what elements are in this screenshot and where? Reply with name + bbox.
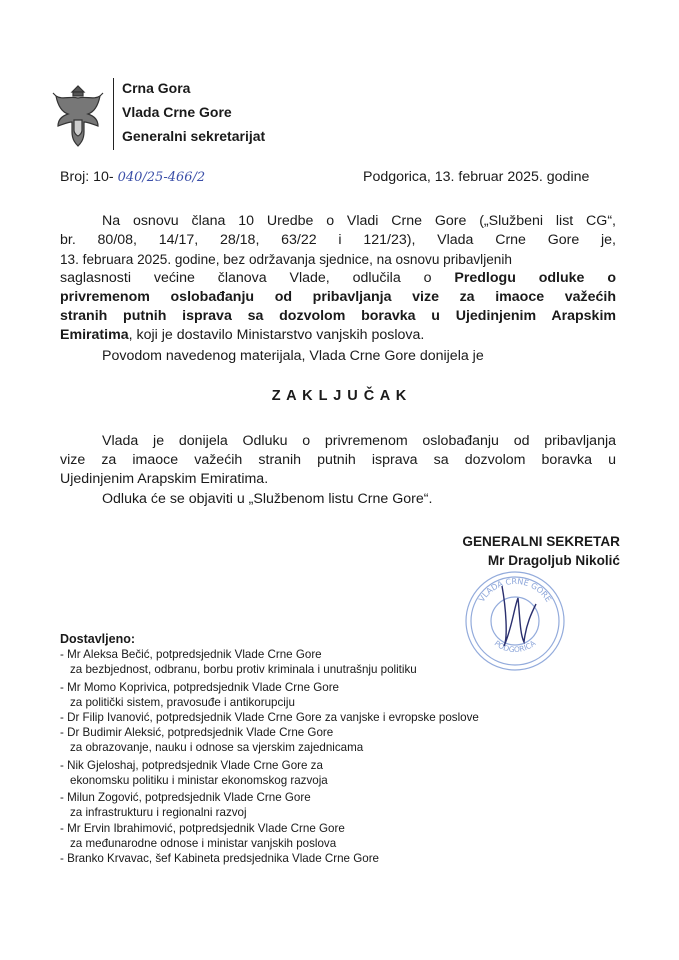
- svg-text:VLADA CRNE GORE: [477, 577, 553, 604]
- conclusion-heading: Z A K L J U Č A K: [271, 388, 408, 404]
- official-stamp-icon: [462, 568, 568, 674]
- paragraph-4: Odluka će se objaviti u „Službenom listu Crne Gore“.: [102, 491, 433, 507]
- place-date: Podgorica, 13. februar 2025. godine: [363, 169, 590, 185]
- paragraph-2: Povodom navedenog materijala, Vlada Crne Gore donijela je: [102, 348, 484, 364]
- paragraph-3-line-2: vize za imaoce važećih stranih putnih isprava sa dozvolom boravka u: [60, 452, 616, 468]
- paragraph-1-tail: , koji je dostavilo Ministarstvo vanjskih poslova.: [128, 327, 425, 343]
- decision-title-end: Emiratima: [60, 327, 129, 343]
- signature-name: Mr Dragoljub Nikolić: [487, 553, 620, 568]
- recipient-line-1: - Mr Aleksa Bečić, potpredsjednik Vlade Crne Gore: [60, 648, 322, 661]
- signature-title: GENERALNI SEKRETAR: [462, 534, 620, 549]
- paragraph-1-line-1: Na osnovu člana 10 Uredbe o Vladi Crne Gore („Službeni list CG“,: [102, 213, 616, 229]
- reference-label: Broj: 10-: [60, 169, 114, 185]
- paragraph-1-line-6: stranih putnih isprava sa dozvolom boravka u Ujedinjenim Arapskim: [60, 308, 616, 324]
- handwritten-number: 040/25-466/2: [117, 170, 206, 185]
- reference-number: [60, 168, 205, 187]
- recipient-line-11: za infrastrukturu i regionalni razvoj: [70, 806, 247, 819]
- recipient-line-13: za međunarodne odnose i ministar vanjskih poslova: [70, 837, 337, 850]
- recipients-title: Dostavljeno:: [60, 632, 136, 646]
- paragraph-3-line-1: Vlada je donijela Odluku o privremenom oslobađanju od pribavljanja: [102, 433, 616, 449]
- recipient-line-14: - Branko Krvavac, šef Kabineta predsjednika Vlade Crne Gore: [60, 852, 379, 865]
- recipient-line-10: - Milun Zogović, potpredsjednik Vlade Crne Gore: [60, 791, 311, 804]
- recipient-line-9: ekonomsku politiku i ministar ekonomskog razvoja: [70, 774, 328, 787]
- handwritten-signature: [502, 586, 536, 646]
- recipient-line-7: za obrazovanje, nauku i odnose sa vjerskim zajednicama: [70, 741, 364, 754]
- recipient-line-6: - Dr Budimir Aleksić, potpredsjednik Vlade Crne Gore: [60, 726, 334, 739]
- paragraph-1-line-5: privremenom oslobađanju od pribavljanja vize za imaoce važećih: [60, 289, 616, 305]
- header-divider: [113, 78, 114, 150]
- header-country: Crna Gora: [122, 80, 191, 96]
- paragraph-1-line-7: [60, 326, 424, 345]
- stamp-city: PODGORICA: [492, 638, 538, 655]
- header-government: Vlada Crne Gore: [122, 104, 232, 120]
- recipient-line-4: za politički sistem, pravosuđe i antikorupciju: [70, 696, 295, 709]
- svg-text:PODGORICA: [493, 638, 538, 654]
- recipient-line-3: - Mr Momo Koprivica, potpredsjednik Vlade Crne Gore: [60, 681, 340, 694]
- recipient-line-8: - Nik Gjeloshaj, potpredsjednik Vlade Crne Gore za: [60, 759, 323, 772]
- paragraph-1-text: saglasnosti većine članova Vlade, odlučila o: [60, 270, 455, 286]
- coat-of-arms-icon: [50, 82, 106, 150]
- decision-title-start: Predlogu odluke o: [454, 270, 616, 286]
- paragraph-1-line-4: [60, 269, 616, 288]
- stamp-text: VLADA CRNE GORE: [477, 576, 553, 604]
- recipient-line-2: za bezbjednost, odbranu, borbu protiv kriminala i unutrašnju politiku: [70, 663, 417, 676]
- recipient-line-5: - Dr Filip Ivanović, potpredsjednik Vlade Crne Gore za vanjske i evropske poslove: [60, 711, 479, 724]
- paragraph-1-line-2: br. 80/08, 14/17, 28/18, 63/22 i 121/23), Vlada Crne Gore je,: [60, 232, 616, 248]
- header-secretariat: Generalni sekretarijat: [122, 128, 266, 144]
- recipient-line-12: - Mr Ervin Ibrahimović, potpredsjednik Vlade Crne Gore: [60, 822, 345, 835]
- paragraph-1-line-3: 13. februara 2025. godine, bez održavanja sjednice, na osnovu pribavljenih: [60, 252, 512, 267]
- paragraph-3-line-3: Ujedinjenim Arapskim Emiratima.: [60, 471, 269, 487]
